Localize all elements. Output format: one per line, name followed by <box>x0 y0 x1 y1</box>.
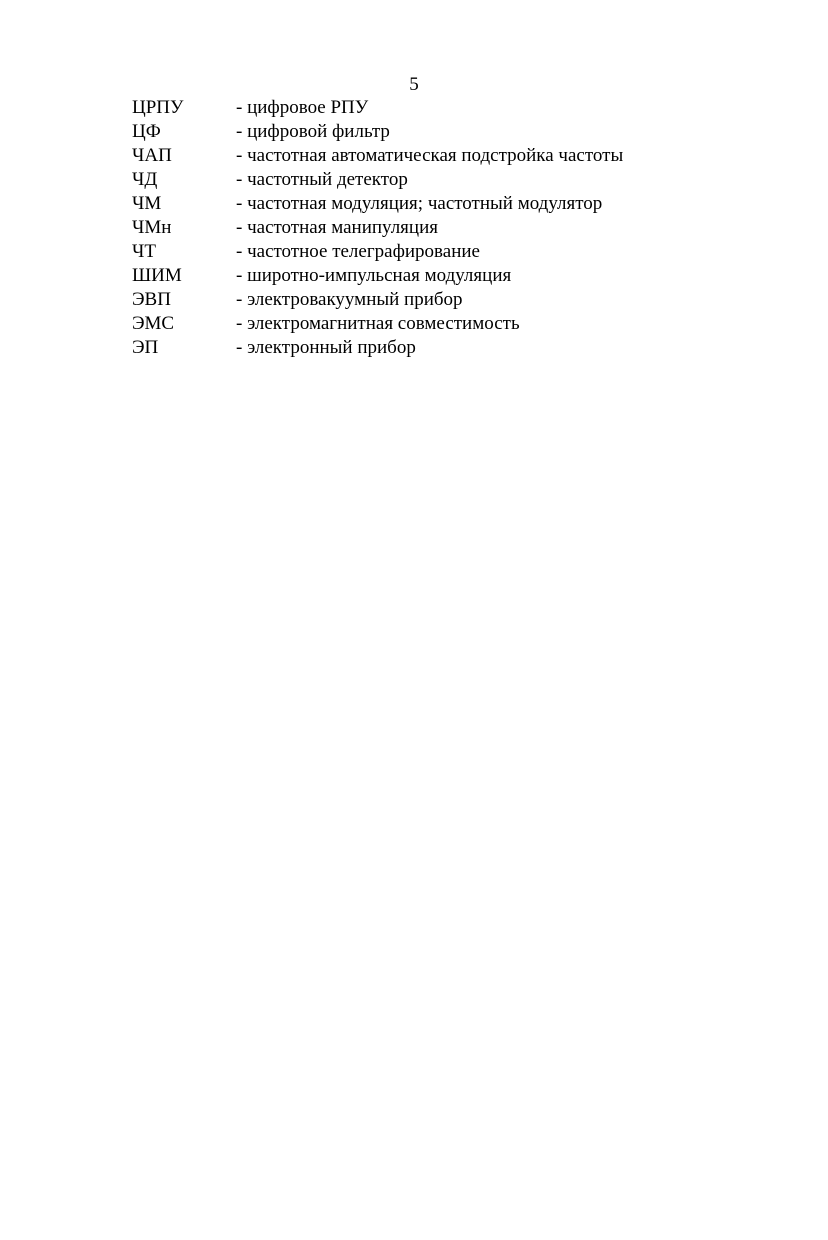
abbreviation-term: ЧД <box>132 169 158 190</box>
abbreviation-term: ЧТ <box>132 241 156 262</box>
abbreviation-definition: - частотная автоматическая подстройка частоты <box>236 145 624 166</box>
page-number: 5 <box>409 74 419 95</box>
abbreviation-term: ЦФ <box>132 121 161 142</box>
abbreviation-term: ЧМ <box>132 193 162 214</box>
abbreviation-row <box>132 217 623 241</box>
abbreviation-row <box>132 97 623 121</box>
abbreviation-row <box>132 145 623 169</box>
abbreviation-row <box>132 313 623 337</box>
abbreviation-definition: - электронный прибор <box>236 337 416 358</box>
abbreviation-definition: - цифровой фильтр <box>236 121 390 142</box>
abbreviation-row <box>132 289 623 313</box>
abbreviation-definition: - частотная модуляция; частотный модулятор <box>236 193 603 214</box>
abbreviation-row <box>132 337 623 361</box>
abbreviation-row <box>132 169 623 193</box>
abbreviation-term: ШИМ <box>132 265 182 286</box>
abbreviation-row <box>132 265 623 289</box>
abbreviation-row <box>132 241 623 265</box>
abbreviation-term: ЧАП <box>132 145 172 166</box>
abbreviation-definition: - электромагнитная совместимость <box>236 313 520 334</box>
abbreviation-definition: - цифровое РПУ <box>236 97 369 118</box>
abbreviation-list <box>132 97 623 361</box>
abbreviation-definition: - частотное телеграфирование <box>236 241 480 262</box>
abbreviation-definition: - частотная манипуляция <box>236 217 438 238</box>
abbreviation-term: ЭМС <box>132 313 175 334</box>
abbreviation-term: ЧМн <box>132 217 172 238</box>
abbreviation-row <box>132 121 623 145</box>
abbreviation-definition: - частотный детектор <box>236 169 408 190</box>
abbreviation-row <box>132 193 623 217</box>
abbreviation-term: ЦРПУ <box>132 97 184 118</box>
abbreviation-definition: - широтно-импульсная модуляция <box>236 265 512 286</box>
abbreviation-term: ЭП <box>132 337 159 358</box>
abbreviation-definition: - электровакуумный прибор <box>236 289 463 310</box>
abbreviation-term: ЭВП <box>132 289 171 310</box>
